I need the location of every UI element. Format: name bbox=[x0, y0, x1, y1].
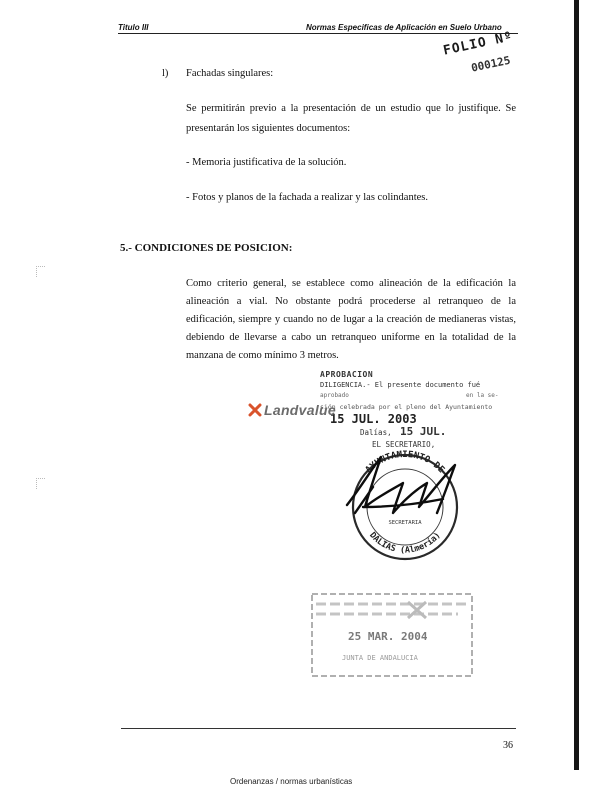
watermark bbox=[248, 402, 336, 418]
section-l-marker: l) bbox=[162, 68, 169, 79]
folio-label: FOLIO Nº bbox=[442, 29, 515, 59]
watermark-text: Landvalue bbox=[264, 402, 336, 418]
seal-bottom-text: DALIAS (Almería) bbox=[367, 530, 443, 556]
header-left: Titulo III bbox=[118, 23, 149, 32]
registry-line: JUNTA DE ANDALUCIA bbox=[342, 654, 418, 662]
scan-artifact-1 bbox=[36, 266, 45, 277]
approval-line-1: DILIGENCIA.- El presente documento fué bbox=[320, 381, 481, 389]
section-l-intro-line-2: presentarán los siguientes documentos: bbox=[186, 123, 351, 134]
footer-rule bbox=[121, 728, 516, 729]
section-l-item-1: - Memoria justificativa de la solución. bbox=[186, 157, 347, 168]
watermark-x-icon bbox=[248, 403, 262, 417]
section-5-heading: 5.- CONDICIONES DE POSICION: bbox=[120, 242, 293, 254]
seal-center-text: SECRETARIA bbox=[388, 520, 422, 526]
municipal-seal bbox=[343, 447, 473, 562]
approval-title: APROBACION bbox=[320, 370, 374, 379]
section-l-item-2: - Fotos y planos de la fachada a realizar y las colindantes. bbox=[186, 192, 428, 203]
section-l-title: Fachadas singulares: bbox=[186, 68, 274, 79]
approval-line-2a: aprobado bbox=[320, 392, 349, 399]
approval-line-3: sión celebrada por el pleno del Ayuntamiento bbox=[320, 403, 493, 411]
page-number: 36 bbox=[503, 740, 513, 751]
approval-place-date: 15 JUL. bbox=[400, 425, 447, 438]
header-rule bbox=[118, 33, 518, 34]
approval-place: Dalías, bbox=[360, 428, 392, 437]
registry-stamp bbox=[308, 588, 478, 683]
section-l-intro-line-1: Se permitirán previo a la presentación de un estudio que lo justifique. Se bbox=[186, 103, 516, 114]
folio-number: 000125 bbox=[470, 53, 512, 75]
scan-border bbox=[574, 0, 579, 770]
approval-line-2b: en la se- bbox=[466, 392, 499, 399]
seal-top-text: AYUNTAMIENTO DE bbox=[363, 450, 447, 476]
footer-text: Ordenanzas / normas urbanísticas bbox=[230, 777, 353, 786]
section-5-line-1: Como criterio general, se establece como alineación de la edificación la bbox=[186, 278, 516, 289]
section-5-line-2: alineación a vial. No obstante podrá procederse al retranqueo de la bbox=[186, 296, 516, 307]
approval-date: 15 JUL. 2003 bbox=[330, 412, 417, 426]
section-5-line-4: debiendo de llevarse a cabo un retranqueo uniforme en la totalidad de la bbox=[186, 332, 516, 343]
scan-artifact-2 bbox=[36, 478, 45, 489]
header-right: Normas Especificas de Aplicación en Suelo Urbano bbox=[306, 23, 502, 32]
registry-date: 25 MAR. 2004 bbox=[348, 630, 428, 643]
approval-signer: EL SECRETARIO, bbox=[372, 440, 436, 449]
section-5-line-5: manzana de como mínimo 3 metros. bbox=[186, 350, 339, 361]
section-5-line-3: edificación, siempre y cuando no de lugar a la creación de medianeras vistas, bbox=[186, 314, 516, 325]
